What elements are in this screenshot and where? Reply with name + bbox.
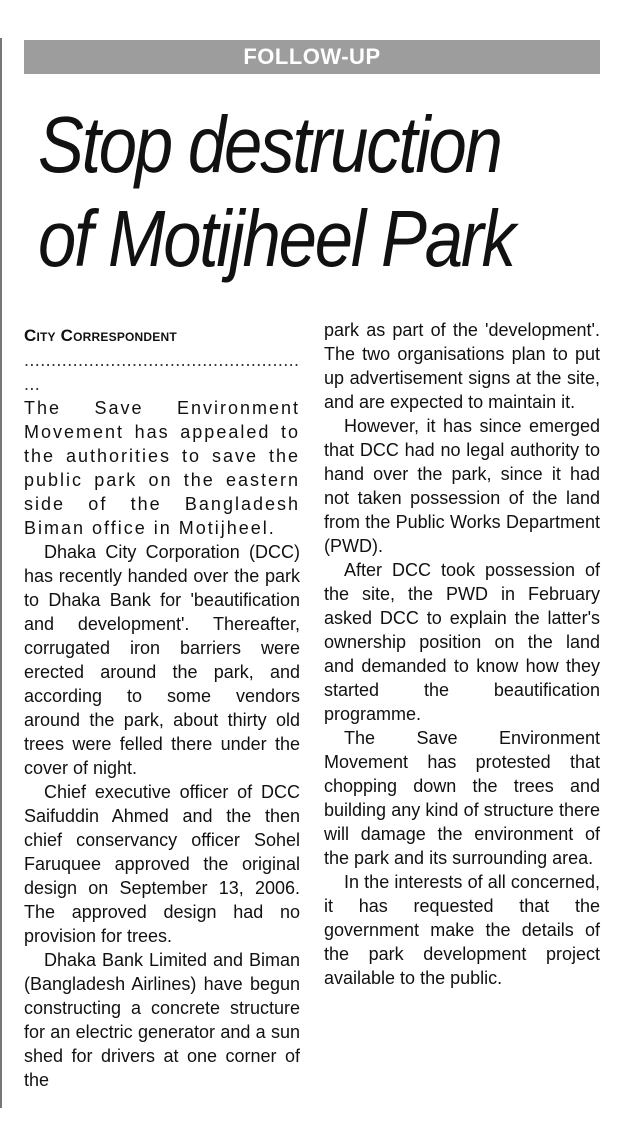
- article-paragraph: Dhaka Bank Limited and Biman (Bangladesh Airlines) have begun constructing a concrete structure for an electric generator and a sun shed for drivers at one corner of the: [24, 950, 300, 1090]
- page-edge-line: [0, 38, 2, 1108]
- byline: City Correspondent: [24, 326, 177, 345]
- article-column-left: [24, 318, 300, 1092]
- article-paragraph: However, it has since emerged that DCC had no legal authority to hand over the park, since it had not taken possession of the land from the Public Works Department (PWD).: [324, 416, 600, 556]
- article-column-right: [324, 318, 600, 990]
- article-paragraph: park as part of the 'development'. The two organisations plan to put up advertisement signs at the site, and are expected to maintain it.: [324, 320, 600, 412]
- byline-separator: ......................................................: [24, 350, 300, 394]
- article-paragraph: After DCC took possession of the site, the PWD in February asked DCC to explain the latter's ownership position on the land and demanded to know how they started the beautification programme.: [324, 560, 600, 724]
- section-banner: FOLLOW-UP: [24, 40, 600, 74]
- article-paragraph: Dhaka City Corporation (DCC) has recently handed over the park to Dhaka Bank for 'beautification and development'. Thereafter, corrugated iron barriers were erected around the park, and according to some vendors around the park, about thirty old trees were felled there under the cover of night.: [24, 542, 300, 778]
- article-headline: Stop destruction of Motijheel Park: [38, 100, 514, 283]
- article-paragraph: Chief executive officer of DCC Saifuddin Ahmed and the then chief conservancy officer Sohel Faruquee approved the original design on September 13, 2006. The approved design had no provision for trees.: [24, 782, 300, 946]
- article-paragraph: The Save Environment Movement has protested that chopping down the trees and building any kind of structure there will damage the environment of the park and its surrounding area.: [324, 728, 600, 868]
- article-paragraph: The Save Environment Movement has appealed to the authorities to save the public park on the eastern side of the Bangladesh Biman office in Motijheel.: [24, 398, 300, 538]
- article-paragraph: In the interests of all concerned, it has requested that the government make the details of the park development project available to the public.: [324, 872, 600, 988]
